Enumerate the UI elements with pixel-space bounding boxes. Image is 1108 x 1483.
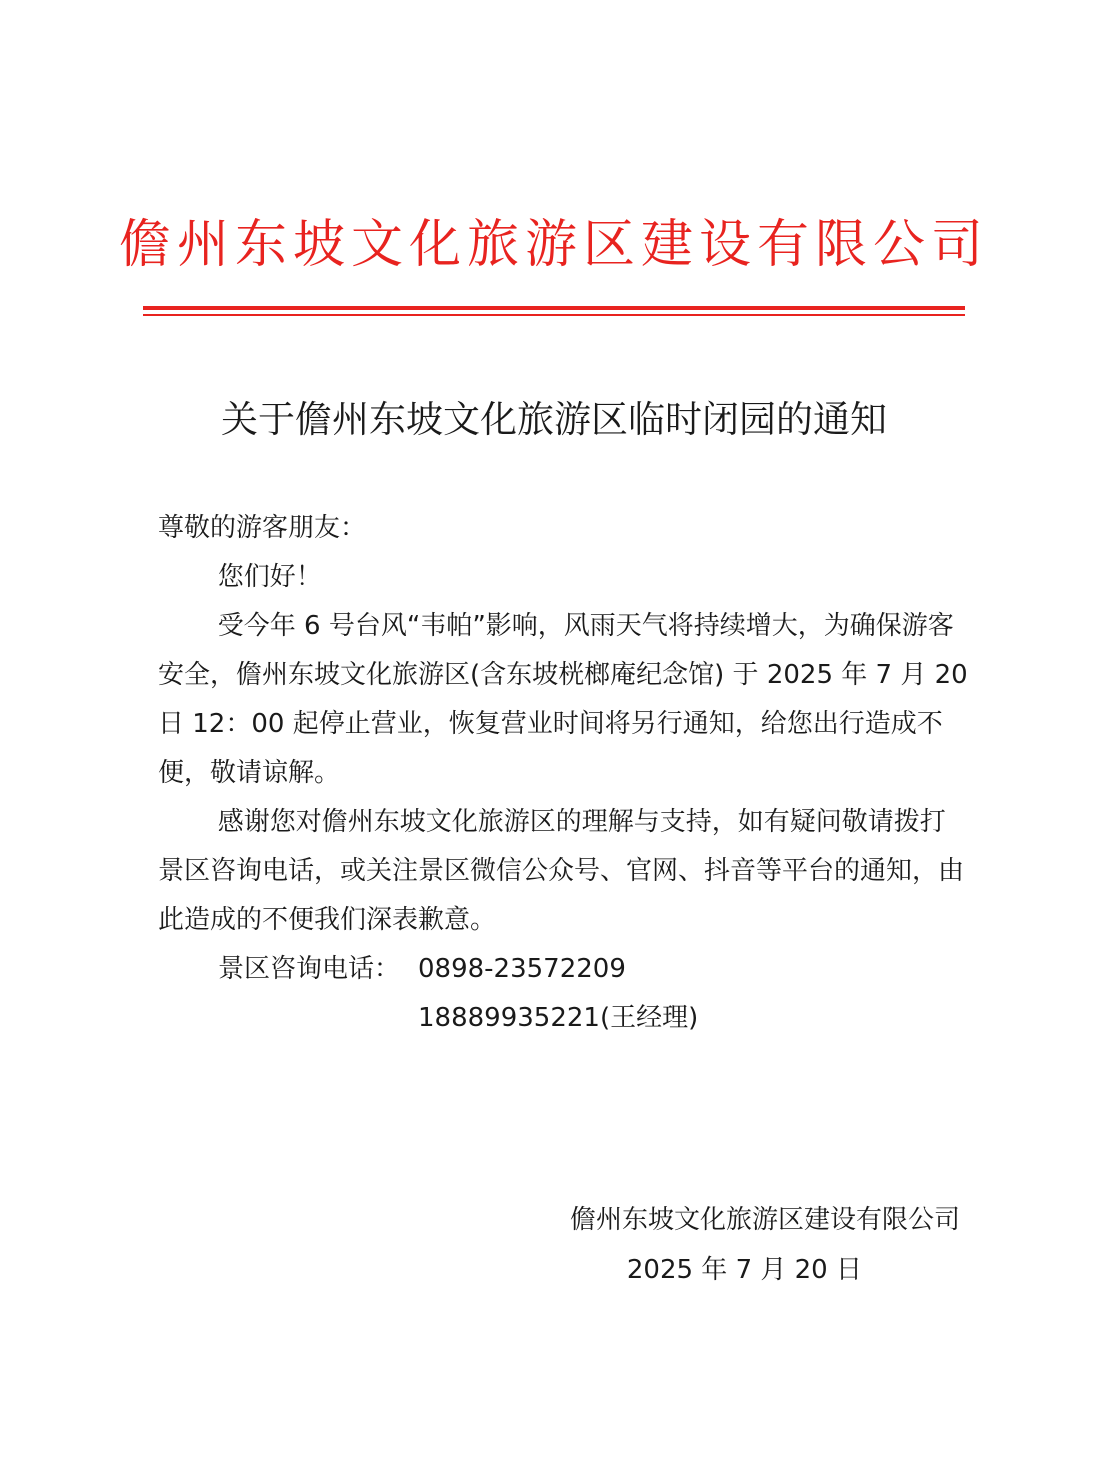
letterhead-company-name: 儋州东坡文化旅游区建设有限公司 [118, 215, 989, 275]
phone-number-primary: 0898-23572209 [418, 954, 626, 984]
notice-body [158, 504, 968, 1043]
thanks-paragraph: 感谢您对儋州东坡文化旅游区的理解与支持，如有疑问敬请拨打景区咨询电话，或关注景区微信公众号、官网、抖音等平台的通知，由此造成的不便我们深表歉意。 [158, 807, 965, 935]
greeting: 您们好！ [217, 562, 322, 592]
letterhead-divider-thick [143, 306, 965, 310]
phone-label: 景区咨询电话： [218, 954, 401, 984]
phone-line-secondary [158, 994, 968, 1043]
signature-date: 2025 年 7 月 20 日 [626, 1255, 862, 1285]
phone-line-primary [158, 945, 968, 994]
letterhead-divider-thin [143, 314, 965, 316]
phone-number-secondary: 18889935221(王经理) [418, 1003, 699, 1033]
salutation: 尊敬的游客朋友： [158, 513, 367, 543]
signatory-company: 儋州东坡文化旅游区建设有限公司 [569, 1205, 960, 1235]
closure-paragraph: 受今年 6 号台风“韦帕”影响，风雨天气将持续增大，为确保游客安全，儋州东坡文化旅游区(含东坡桄榔庵纪念馆) 于 2025 年 7 月 20 日 12：00 起停止营业，恢复营业时间将另行通知，给您出行造成不便，敬请谅解。 [158, 611, 968, 788]
notice-title: 关于儋州东坡文化旅游区临时闭园的通知 [221, 398, 887, 441]
